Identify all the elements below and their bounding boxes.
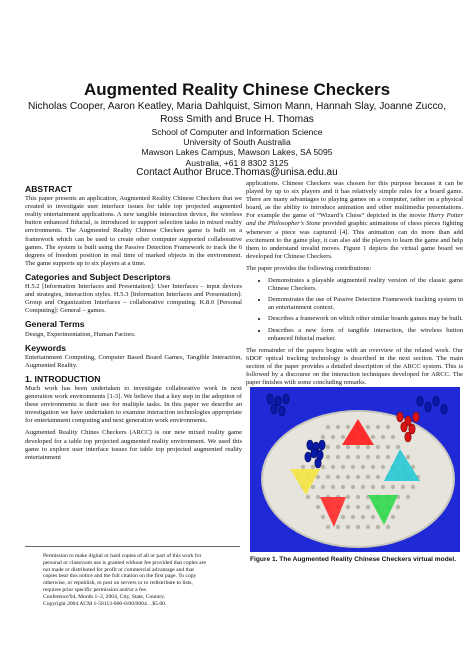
board-hole xyxy=(326,475,330,479)
board-hole xyxy=(336,455,340,459)
board-hole xyxy=(356,475,360,479)
permission-line: otherwise, or republish, to post on servers or to redistribute to lists, xyxy=(43,580,193,587)
board-hole xyxy=(356,525,360,529)
contribution-list xyxy=(246,277,463,343)
body-text: provided graphic animations of chess pieces fighting whenever a piece was captured [4]. This animation can do more than add excitement to the game play, it can also aid the players to learn the game and help them to understand invalid moves. Figure 1 depicts the virtual game board we developed for Chinese Checkers. xyxy=(246,220,464,260)
checkers-board-render xyxy=(250,387,460,552)
board-hole xyxy=(366,505,370,509)
board-hole xyxy=(401,485,405,489)
categories-text: H.5.2 [Information Interfaces and Presentation]: User Interfaces – input devices and strategies, interaction styles. H.5.3 [Information Interfaces and Presentation]: Group and Organization Interfaces – collaborative computing. K.8.0 [Personal Computing]: General – games. xyxy=(25,283,242,315)
red-piece xyxy=(413,412,419,422)
board-hole xyxy=(396,505,400,509)
board-hole xyxy=(386,455,390,459)
paper-title: Augmented Reality Chinese Checkers xyxy=(83,80,391,99)
permission-line: Permission to make digital or hard copies of all or part of this work for xyxy=(43,553,202,559)
right-column xyxy=(246,180,463,391)
blue-piece xyxy=(319,440,325,450)
affiliation-line: University of South Australia xyxy=(183,137,291,148)
abstract-text: This paper presents an application, Augmented Reality Chinese Checkers that we created to investigate user interface issues for table top projected augmented reality entertainment applications. A new tangible interaction device, the wireless button enhanced fiducial, is introduced to support selection tasks in mixed reality environments. The Augmented Reality Chinese Checkers game is built on a framework which can be used to create other computer supported collaborative games. The system is built using the Passive Detection Framework to track the 6 degrees of freedom position in real time of marked objects in the environment. The game supports up to six players at a time. xyxy=(25,195,242,267)
board-hole xyxy=(326,425,330,429)
board-hole xyxy=(356,455,360,459)
board-hole xyxy=(366,445,370,449)
board-hole xyxy=(346,475,350,479)
author-list xyxy=(24,101,450,126)
board-hole xyxy=(321,435,325,439)
permission-line: not made or distributed for profit or commercial advantage and that xyxy=(43,566,194,573)
board-hole xyxy=(386,425,390,429)
categories-heading: Categories and Subject Descriptors xyxy=(25,271,171,282)
blue-piece xyxy=(279,406,285,416)
board-hole xyxy=(391,485,395,489)
permission-line: Copyright 2004 ACM 1-58113-000-0/00/0004…$5.00. xyxy=(43,600,167,607)
introduction-heading: 1. INTRODUCTION xyxy=(25,373,101,384)
figure-caption: Figure 1. The Augmented Reality Chinese Checkers virtual model. xyxy=(250,556,457,563)
board-hole xyxy=(346,445,350,449)
board-hole xyxy=(371,485,375,489)
red-piece xyxy=(397,412,403,422)
board-hole xyxy=(366,425,370,429)
board-hole xyxy=(376,455,380,459)
author-line: Nicholas Cooper, Aaron Keatley, Maria Dahlquist, Simon Mann, Hannah Slay, Joanne Zucco, xyxy=(27,101,447,112)
body-paragraph xyxy=(246,180,463,261)
movie-title: Harry Potter and the Philosopher’s Stone xyxy=(246,212,463,228)
board-hole xyxy=(376,525,380,529)
board-hole xyxy=(351,465,355,469)
board-hole xyxy=(406,495,410,499)
board-hole xyxy=(386,525,390,529)
affiliation xyxy=(60,127,414,168)
board-hole xyxy=(331,485,335,489)
board-hole xyxy=(346,495,350,499)
board-hole xyxy=(391,435,395,439)
list-item: • Demonstrates the use of Passive Detection Framework tracking system in an entertainment context. xyxy=(268,296,463,312)
blue-piece xyxy=(417,396,423,406)
board-hole xyxy=(326,455,330,459)
permission-line: personal or classroom use is granted without fee provided that copies are xyxy=(43,559,206,566)
board-hole xyxy=(326,525,330,529)
blue-piece xyxy=(315,458,321,468)
introduction-paragraph: Augmented Reality Chines Checkers (ARCC) is our new mixed reality game developed for a table top projected augmented reality environment. We used this game to explore user interface issues for table top projected augmented reality entertainment xyxy=(25,429,242,461)
general-terms-text: Design, Experimentation, Human Factors. xyxy=(25,330,136,338)
board-hole xyxy=(376,445,380,449)
blue-piece xyxy=(425,402,431,412)
blue-piece xyxy=(441,404,447,414)
board-hole xyxy=(321,465,325,469)
board-hole xyxy=(371,465,375,469)
body-paragraph: The remainder of the papers begins with an overview of the related work. Our 6DOF optical tracking technology is described in the next section. The main section of the paper provides a detailed description of the ARCC system. This is followed by a discourse on the interaction techniques developed for ARCC. The paper finishes with some concluding remarks. xyxy=(246,346,463,387)
board-hole xyxy=(391,515,395,519)
board-hole xyxy=(366,455,370,459)
board-hole xyxy=(396,445,400,449)
board-hole xyxy=(351,515,355,519)
board-hole xyxy=(341,485,345,489)
board-hole xyxy=(361,515,365,519)
board-hole xyxy=(321,515,325,519)
board-hole xyxy=(311,465,315,469)
board-hole xyxy=(381,435,385,439)
board-hole xyxy=(381,465,385,469)
board-hole xyxy=(336,445,340,449)
board-hole xyxy=(301,465,305,469)
board-hole xyxy=(406,455,410,459)
list-item: • Demonstrates a playable augmented reality version of the classic game Chinese Checkers. xyxy=(268,277,463,293)
board-hole xyxy=(366,525,370,529)
permission-line: copies bear this notice and the full citation on the first page. To copy xyxy=(43,573,197,580)
abstract-heading: ABSTRACT xyxy=(25,184,73,194)
board-hole xyxy=(336,525,340,529)
board-hole xyxy=(386,445,390,449)
board-hole xyxy=(316,495,320,499)
board-hole xyxy=(411,485,415,489)
blue-piece xyxy=(311,448,317,458)
board-hole xyxy=(341,435,345,439)
introduction-paragraph: Much work has been undertaken to investigate collaborative work in next generation work environments [1-3]. We believe that a key step in the adoption of these environments is their use for multiple tasks. In this paper we describe an investigation we have undertaken to examine interaction technologies appropriate for entertainment computing and next generation work environments. xyxy=(25,384,242,425)
board-hole xyxy=(371,515,375,519)
keywords-text: Entertainment Computing, Computer Based Board Games, Tangible Interaction, Augmented Reality. xyxy=(25,353,242,369)
affiliation-line: School of Computer and Information Science xyxy=(151,127,323,137)
permission-line: Conference'04, Month 1–2, 2004, City, State, Country. xyxy=(43,593,166,600)
blue-piece xyxy=(433,396,439,406)
affiliation-line: Mawson Lakes Campus, Mawson Lakes, SA 5095 xyxy=(141,147,333,158)
board-hole xyxy=(306,495,310,499)
board-hole xyxy=(331,435,335,439)
board-hole xyxy=(336,425,340,429)
red-piece xyxy=(405,432,411,442)
board-hole xyxy=(371,435,375,439)
board-hole xyxy=(346,525,350,529)
board-hole xyxy=(331,465,335,469)
board-hole xyxy=(341,465,345,469)
keywords-heading: Keywords xyxy=(25,342,67,353)
contact-author: Contact Author Bruce.Thomas@unisa.edu.au xyxy=(136,167,338,178)
board-hole xyxy=(326,445,330,449)
board-hole xyxy=(361,465,365,469)
blue-piece xyxy=(305,452,311,462)
blue-piece xyxy=(267,394,273,404)
affiliation-line: Australia, +61 8 8302 3125 xyxy=(185,157,289,168)
board-hole xyxy=(351,485,355,489)
list-item: • Describes a new form of tangible interaction, the wireless button enhanced fiducial marker. xyxy=(268,327,463,343)
general-terms-heading: General Terms xyxy=(25,319,85,330)
contributions-intro: The paper provides the following contributions: xyxy=(246,264,372,272)
board-hole xyxy=(356,445,360,449)
left-column xyxy=(25,180,242,466)
red-piece xyxy=(401,422,407,432)
figure-1-image xyxy=(250,387,460,552)
body-text: applications. Chinese Checkers was chosen for this purpose because it can be played by up to six players and it has relatively simple rules for a board game. There are many advantages to playing games on a computer, rather on a physical board, as the ability to introduce animation and other multimedia presentations. For example the game of “Wizard’s Chess” depicted in the movie xyxy=(246,180,463,220)
board-hole xyxy=(311,485,315,489)
board-hole xyxy=(316,505,320,509)
board-hole xyxy=(376,425,380,429)
permission-notice xyxy=(25,546,240,607)
board-hole xyxy=(361,485,365,489)
list-item: • Describes a framework on which other similar boards games may be built. xyxy=(268,315,463,323)
board-hole xyxy=(366,475,370,479)
board-hole xyxy=(356,505,360,509)
board-hole xyxy=(381,485,385,489)
permission-line: requires prior specific permission and/or a fee. xyxy=(43,586,148,593)
blue-piece xyxy=(283,394,289,404)
board-hole xyxy=(346,425,350,429)
blue-piece xyxy=(271,404,277,414)
board-hole xyxy=(346,505,350,509)
board-hole xyxy=(321,485,325,489)
board-hole xyxy=(356,495,360,499)
author-line: Ross Smith and Bruce H. Thomas xyxy=(160,113,314,125)
board-hole xyxy=(336,475,340,479)
board-hole xyxy=(376,475,380,479)
board-hole xyxy=(341,515,345,519)
board-hole xyxy=(346,455,350,459)
